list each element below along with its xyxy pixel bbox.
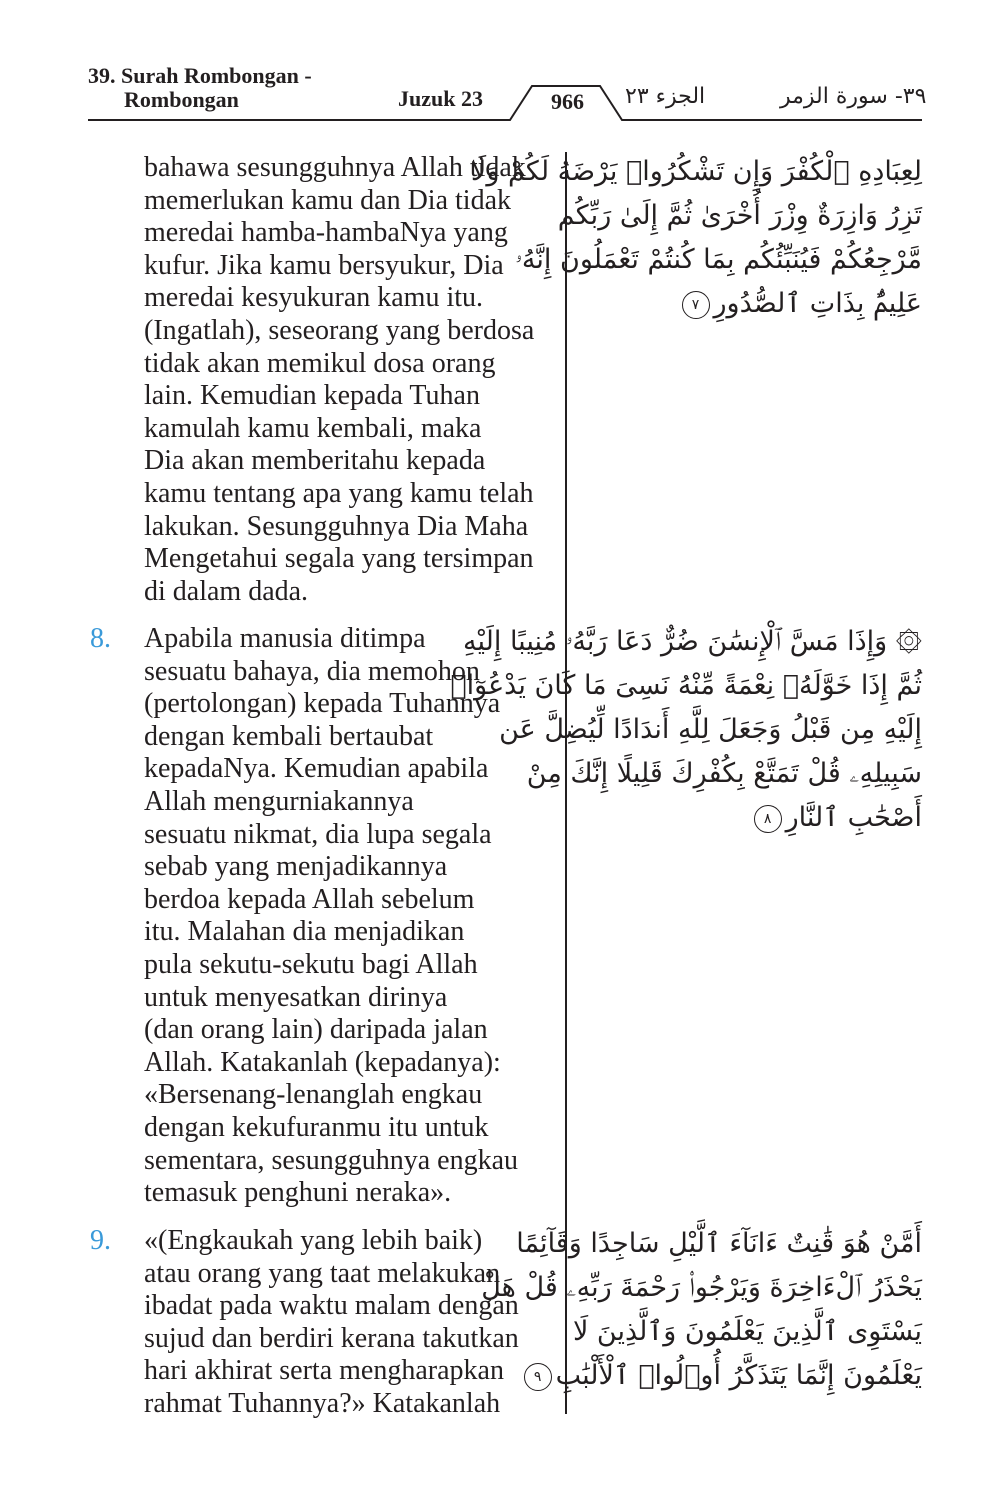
arabic-line: لِعِبَادِهِ ٱلْكُفْرَ وَإِن تَشْكُرُوا۟ يَرْضَهُ لَكُمْ وَلَا <box>470 156 922 187</box>
text-line: (pertolongan) kepada Tuhannya <box>144 688 501 720</box>
arabic-line: أَصْحَٰبِ ٱلنَّارِ <box>785 802 922 833</box>
surah-title-line1: 39. Surah Rombongan - <box>88 63 312 88</box>
header-rule <box>0 0 1000 130</box>
ayah-end-marker: ٧ <box>682 291 710 319</box>
verse-number: 8. <box>90 623 111 654</box>
arabic-line: مَّرْجِعُكُمْ فَيُنَبِّئُكُم بِمَا كُنتُمْ تَعْمَلُونَ إِنَّهُۥ <box>515 244 922 275</box>
text-line: sujud dan berdiri kerana takutkan <box>144 1322 519 1354</box>
text-line: dengan kembali bertaubat <box>144 720 434 752</box>
arabic-line: إِلَيْهِ مِن قَبْلُ وَجَعَلَ لِلَّهِ أَندَادًا لِّيُضِلَّ عَن <box>499 714 922 745</box>
arabic-line: يَعْلَمُونَ إِنَّمَا يَتَذَكَّرُ أُو۟لُوا۟ ٱلْأَلْبَٰبِ <box>555 1360 922 1391</box>
arabic-line: يَسْتَوِى ٱلَّذِينَ يَعْلَمُونَ وَٱلَّذِينَ لَا <box>572 1316 922 1347</box>
text-line: kepadaNya. Kemudian apabila <box>144 753 489 785</box>
text-line: bahawa sesungguhnya Allah tidak <box>144 152 526 183</box>
text-line: sementara, sesungguhnya engkau <box>144 1144 518 1176</box>
text-line: lain. Kemudian kepada Tuhan <box>144 380 480 412</box>
text-line: Allah mengurniakannya <box>144 785 414 817</box>
text-line: dengan kekufuranmu itu untuk <box>144 1111 489 1143</box>
juzuk-label: Juzuk 23 <box>398 86 483 111</box>
arabic-line: أَمَّنْ هُوَ قَٰنِتٌ ءَانَآءَ ٱلَّيْلِ سَاجِدًا وَقَآئِمًا <box>516 1228 922 1259</box>
text-line: di dalam dada. <box>144 575 309 607</box>
text-line: tidak akan memikul dosa orang <box>144 347 496 379</box>
text-line: pula sekutu-sekutu bagi Allah <box>144 948 478 980</box>
page-header <box>0 0 1000 130</box>
arabic-line: سَبِيلِهِۦ قُلْ تَمَتَّعْ بِكُفْرِكَ قَلِيلًا إِنَّكَ مِنْ <box>526 758 922 789</box>
text-line: Dia akan memberitahu kepada <box>144 445 486 477</box>
text-line: meredai kesyukuran kamu itu. <box>144 282 484 314</box>
text-line: atau orang yang taat melakukan <box>144 1257 501 1289</box>
translation-passage-9 <box>90 1225 556 1421</box>
text-line: meredai hamba-hambaNya yang <box>144 217 508 249</box>
arabic-line: ۞ وَإِذَا مَسَّ ٱلْإِنسَٰنَ ضُرٌّ دَعَا رَبَّهُۥ مُنِيبًا إِلَيْهِ <box>463 626 922 657</box>
text-line: memerlukan kamu dan Dia tidak <box>144 184 511 216</box>
text-line: (dan orang lain) daripada jalan <box>144 1014 488 1046</box>
text-line: Mengetahui segala yang tersimpan <box>144 543 534 575</box>
text-line: untuk menyesatkan dirinya <box>144 981 448 1013</box>
text-line: berdoa kepada Allah sebelum <box>144 883 475 915</box>
text-line: Allah. Katakanlah (kepadanya): <box>144 1046 501 1078</box>
page-number: 966 <box>551 89 584 114</box>
verse-number: 9. <box>90 1225 111 1256</box>
text-line: rahmat Tuhannya?» Katakanlah <box>144 1387 501 1419</box>
text-line: itu. Malahan dia menjadikan <box>144 916 465 948</box>
ayah-end-marker: ٩ <box>524 1363 552 1391</box>
text-line: Apabila manusia ditimpa <box>144 623 426 654</box>
text-line: lakukan. Sesungguhnya Dia Maha <box>144 510 529 542</box>
text-line: kamulah kamu kembali, maka <box>144 412 482 444</box>
translation-passage-8 <box>90 623 556 1210</box>
arabic-verse-9 <box>481 1222 922 1398</box>
arabic-juz-label: الجزء ٢٣ <box>625 84 706 109</box>
surah-title-line2: Rombongan <box>124 87 239 112</box>
arabic-line: عَلِيمٌۢ بِذَاتِ ٱلصُّدُورِ <box>713 288 922 319</box>
arabic-surah-title: ٣٩- سورة الزمر <box>780 84 927 109</box>
arabic-line: يَحْذَرُ ٱلْءَاخِرَةَ وَيَرْجُوا۟ رَحْمَةَ رَبِّهِۦ قُلْ هَلْ <box>481 1272 922 1303</box>
text-line: kamu tentang apa yang kamu telah <box>144 477 534 509</box>
text-line: temasuk penghuni neraka». <box>144 1177 452 1209</box>
text-line: sebab yang menjadikannya <box>144 851 448 883</box>
arabic-line: تَزِرُ وَازِرَةٌ وِزْرَ أُخْرَىٰ ثُمَّ إِلَىٰ رَبِّكُم <box>557 200 922 231</box>
arabic-line: ثُمَّ إِذَا خَوَّلَهُۥ نِعْمَةً مِّنْهُ نَسِىَ مَا كَانَ يَدْعُوٓا۟ <box>450 670 922 701</box>
text-line: «Bersenang-lenanglah engkau <box>144 1079 483 1111</box>
translation-passage-7 <box>90 152 556 608</box>
arabic-verse-7 <box>470 150 922 326</box>
text-line: «(Engkaukah yang lebih baik) <box>144 1225 483 1256</box>
text-line: (Ingatlah), seseorang yang berdosa <box>144 314 535 346</box>
text-line: kufur. Jika kamu bersyukur, Dia <box>144 249 504 281</box>
ayah-end-marker: ٨ <box>754 805 782 833</box>
text-line: sesuatu nikmat, dia lupa segala <box>144 818 492 850</box>
text-line: hari akhirat serta mengharapkan <box>144 1355 504 1387</box>
arabic-verse-8 <box>450 620 922 840</box>
text-line: ibadat pada waktu malam dengan <box>144 1290 519 1322</box>
text-line: sesuatu bahaya, dia memohon <box>144 655 480 687</box>
